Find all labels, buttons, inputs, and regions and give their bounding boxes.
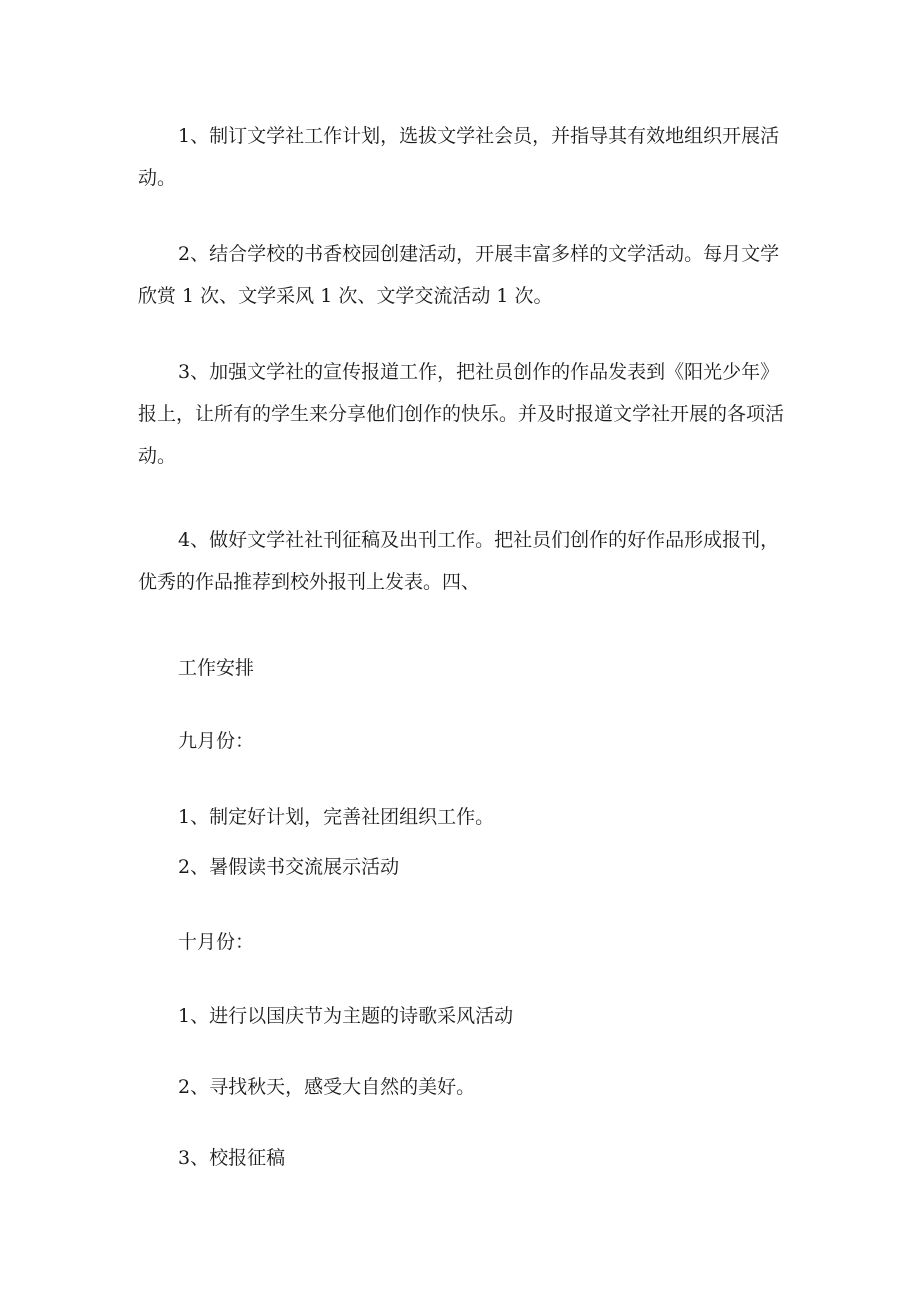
- paragraph-1: 1、制订文学社工作计划，选拔文学社会员，并指导其有效地组织开展活动。: [138, 125, 780, 189]
- paragraph-2: 2、结合学校的书香校园创建活动，开展丰富多样的文学活动。每月文学欣赏 1 次、文学采风 1 次、文学交流活动 1 次。: [138, 243, 780, 307]
- section-heading: 工作安排: [178, 657, 255, 679]
- paragraph-3: 3、加强文学社的宣传报道工作，把社员创作的作品发表到《阳光少年》报上，让所有的学生来分享他们创作的快乐。并及时报道文学社开展的各项活动。: [138, 361, 785, 467]
- paragraph-4: 4、做好文学社社刊征稿及出刊工作。把社员们创作的好作品形成报刊，优秀的作品推荐到校外报刊上发表。四、: [138, 529, 780, 593]
- september-item-1: 1、制定好计划，完善社团组织工作。: [178, 806, 495, 828]
- september-item-2: 2、暑假读书交流展示活动: [178, 856, 400, 878]
- october-item-1: 1、进行以国庆节为主题的诗歌采风活动: [178, 1005, 514, 1027]
- october-item-2: 2、寻找秋天，感受大自然的美好。: [178, 1076, 476, 1098]
- october-item-3: 3、校报征稿: [178, 1147, 286, 1169]
- september-heading: 九月份：: [178, 730, 255, 752]
- october-heading: 十月份：: [178, 931, 255, 953]
